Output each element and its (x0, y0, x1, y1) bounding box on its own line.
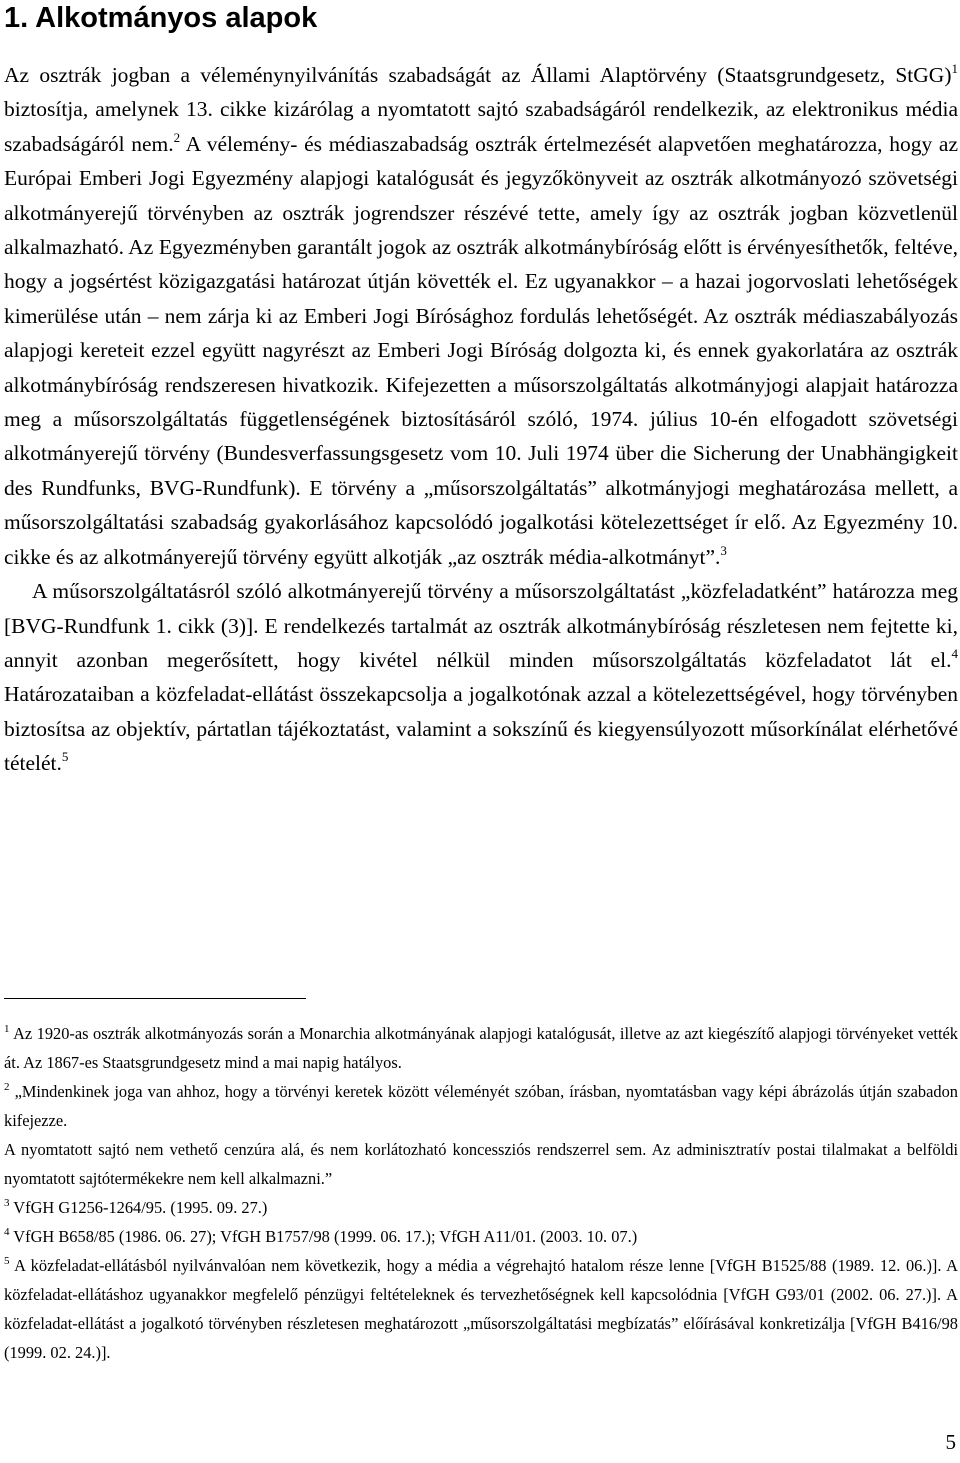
footnote-3-number: 3 (4, 1197, 10, 1209)
section-heading: 1. Alkotmányos alapok (4, 2, 318, 34)
footnote-1-text: Az 1920-as osztrák alkotmányozás során a Monarchia alkotmányának alapjogi katalógusát, illetve az azt kiegészítő alapjogi törvényeket vették át. Az 1867-es Staatsgrundgesetz mind a mai napig hatályos. (4, 1024, 958, 1072)
paragraph-1-text-c: A vélemény- és médiaszabadság osztrák értelmezését alapvetően meghatározza, hogy az Európai Emberi Jogi Egyezmény alapjogi katalógusát és jegyzőkönyveit az osztrák alkotmányozó szövetségi alkotmányerejű törvényben az osztrák jogrendszer részévé tette, amely így az osztrák jogban közvetlenül alkalmazható. Az Egyezményben garantált jogok az osztrák alkotmánybíróság előtt is érvényesíthetők, feltéve, hogy a jogsértést közigazgatási határozat útján követték el. Ez ugyanakkor – a hazai jogorvoslati lehetőségek kimerülése után – nem zárja ki az Emberi Jogi Bírósághoz fordulás lehetőségét. Az osztrák médiaszabályozás alapjogi kereteit ezzel együtt nagyrészt az Emberi Jogi Bíróság dolgozta ki, és ennek gyakorlatára az osztrák alkotmánybíróság rendszeresen hivatkozik. Kifejezetten a műsorszolgáltatás alkotmányjogi alapjait határozza meg a műsorszolgáltatás függetlenségének biztosításáról szóló, 1974. július 10-én elfogadott szövetségi alkotmányerejű törvény (Bundesverfassungsgesetz vom 10. Juli 1974 über die Sicherung der Unabhängigkeit des Rundfunks, BVG-Rundfunk). E törvény a „műsorszolgáltatás” alkotmányjogi meghatározása mellett, a műsorszolgáltatási szabadság gyakorlásához kapcsolódó jogalkotási kötelezettséget ír elő. Az Egyezmény 10. cikke és az alkotmányerejű törvény együtt alkotják „az osztrák média-alkotmányt”. (4, 131, 958, 569)
footnotes (4, 1019, 958, 1367)
footnote-separator (4, 998, 306, 999)
footnote-3-text: VfGH G1256-1264/95. (1995. 09. 27.) (9, 1198, 268, 1217)
page-number: 5 (945, 1430, 956, 1454)
paragraph-1-text-b: biztosítja, amelynek 13. cikke kizárólag a nyomtatott sajtó szabadságáról rendelkezik, az elektronikus média szabadságáról nem. (4, 97, 958, 156)
footnote-2-number: 2 (4, 1081, 10, 1093)
paragraph-2-text-a: A műsorszolgáltatásról szóló alkotmányerejű törvény a műsorszolgáltatást „közfeladatként” határozza meg [BVG-Rundfunk 1. cikk (3)]. E rendelkezés tartalmát az osztrák alkotmánybíróság részletesen nem fejtette ki, annyit azonban megerősített, hogy kivétel nélkül minden műsorszolgáltatás közfeladatot lát el. (4, 579, 958, 672)
footnote-4-text: VfGH B658/85 (1986. 06. 27); VfGH B1757/98 (1999. 06. 17.); VfGH A11/01. (2003. 10. 07.) (9, 1227, 638, 1246)
footnote-2 (4, 1077, 958, 1135)
footnote-4 (4, 1222, 958, 1251)
footnote-2-text-2: A nyomtatott sajtó nem vethető cenzúra alá, és nem korlátozható koncessziós rendszerrel sem. Az adminisztratív postai tilalmakat a belföldi nyomtatott sajtótermékekre nem kell alkalmazni.” (4, 1140, 958, 1188)
footnote-5-text: A közfeladat-ellátásból nyilvánvalóan nem következik, hogy a média a végrehajtó hatalom része lenne [VfGH B1525/88 (1989. 12. 06.)]. A közfeladat-ellátáshoz ugyanakkor megfelelő pénzügyi feltételeknek és tervezhetőségnek kell kapcsolódnia [VfGH G93/01 (2002. 06. 27.)]. A közfeladat-ellátást a jogalkotó törvényben részletesen meghatározott „műsorszolgáltatási megbízatás” előírásával konkretizálja [VfGH B416/98 (1999. 02. 24.)]. (4, 1256, 958, 1362)
footnote-5-number: 5 (4, 1255, 10, 1267)
paragraph-2-text-b: Határozataiban a közfeladat-ellátást összekapcsolja a jogalkotónak azzal a kötelezettségével, hogy törvényben biztosítsa az objektív, pártatlan tájékoztatást, valamint a sokszínű és kiegyensúlyozott műsorkínálat elérhetővé tételét. (4, 682, 958, 776)
paragraph-1 (4, 58, 958, 574)
footnote-1-number: 1 (4, 1023, 10, 1035)
footnote-5 (4, 1251, 958, 1367)
paragraph-1-text-a: Az osztrák jogban a véleménynyilvánítás szabadságát az Állami Alaptörvény (Staatsgrundgesetz, StGG) (4, 63, 952, 87)
footnote-4-number: 4 (4, 1226, 10, 1238)
footnote-ref-3[interactable]: 3 (720, 542, 727, 558)
footnote-ref-4[interactable]: 4 (951, 645, 958, 661)
paragraph-2 (4, 574, 958, 780)
footnote-2-continuation (4, 1135, 958, 1193)
footnote-1 (4, 1019, 958, 1077)
footnote-ref-1[interactable]: 1 (951, 61, 958, 76)
body-text (4, 58, 958, 781)
footnote-3 (4, 1193, 958, 1222)
footnote-2-text: „Mindenkinek joga van ahhoz, hogy a törvényi keretek között véleményét szóban, írásban, nyomtatásban vagy képi ábrázolás útján szabadon kifejezze. (4, 1082, 958, 1130)
footnote-ref-2[interactable]: 2 (173, 129, 181, 145)
footnote-ref-5[interactable]: 5 (61, 749, 69, 765)
